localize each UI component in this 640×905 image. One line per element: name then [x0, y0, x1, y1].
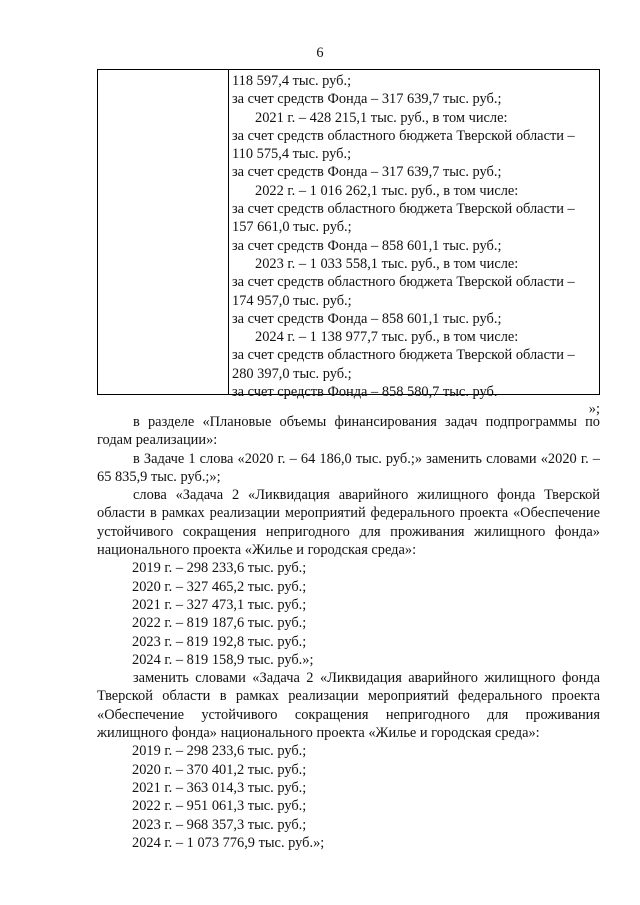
financing-table — [97, 69, 600, 401]
year-line: 2019 г. – 298 233,6 тыс. руб.; — [132, 560, 307, 577]
years-new-list — [97, 742, 600, 852]
year-line: 2021 г. – 363 014,3 тыс. руб.; — [132, 779, 307, 796]
table-line: 157 661,0 тыс. руб.; — [232, 219, 352, 236]
year-line: 2021 г. – 327 473,1 тыс. руб.; — [132, 596, 307, 613]
table-line: за счет средств Фонда – 858 601,1 тыс. руб.; — [232, 310, 502, 327]
paragraph-task1: в Задаче 1 слова «2020 г. – 64 186,0 тыс. руб.;» заменить словами «2020 г. – 65 835,9 тыс. руб.;»; — [97, 450, 600, 485]
table-line: 110 575,4 тыс. руб.; — [232, 146, 352, 163]
table-line: за счет средств Фонда – 858 580,7 тыс. руб. — [232, 384, 498, 401]
document-body — [97, 413, 600, 852]
table-line: за счет средств Фонда – 317 639,7 тыс. руб.; — [232, 91, 502, 108]
table-line: 118 597,4 тыс. руб.; — [232, 73, 352, 89]
year-line: 2022 г. – 819 187,6 тыс. руб.; — [132, 615, 307, 632]
closing-quote: »; — [588, 401, 600, 417]
year-line: 2022 г. – 951 061,3 тыс. руб.; — [132, 798, 307, 815]
year-line: 2020 г. – 370 401,2 тыс. руб.; — [132, 761, 307, 778]
table-line: 2022 г. – 1 016 262,1 тыс. руб., в том числе: — [255, 182, 519, 199]
table-line: за счет средств Фонда – 317 639,7 тыс. руб.; — [232, 164, 502, 181]
years-old-list — [97, 559, 600, 669]
table-line: за счет средств областного бюджета Тверской области – — [232, 347, 575, 364]
year-line: 2019 г. – 298 233,6 тыс. руб.; — [132, 743, 307, 760]
paragraph-task2-old-words: слова «Задача 2 «Ликвидация аварийного жилищного фонда Тверской области в рамках реализации мероприятий федерального проекта «Обеспечение устойчивого сокращения непригодного для проживания жилищного фонда» национального проекта «Жилье и городская среда»: — [97, 487, 600, 559]
table-right-cell — [232, 72, 597, 401]
year-line: 2024 г. – 819 158,9 тыс. руб.»; — [132, 651, 314, 668]
table-line: за счет средств Фонда – 858 601,1 тыс. руб.; — [232, 237, 502, 254]
table-line: за счет средств областного бюджета Тверской области – — [232, 127, 575, 144]
paragraph-section-intro: в разделе «Плановые объемы финансирования задач подпрограммы по годам реализации»: — [97, 414, 600, 449]
year-line: 2020 г. – 327 465,2 тыс. руб.; — [132, 578, 307, 595]
year-line: 2024 г. – 1 073 776,9 тыс. руб.»; — [132, 834, 325, 851]
paragraph-task2-new-words: заменить словами «Задача 2 «Ликвидация аварийного жилищного фонда Тверской области в рамках реализации мероприятий федерального проекта «Обеспечение устойчивого сокращения непригодного для проживания жилищного фонда» национального проекта «Жилье и городская среда»: — [97, 670, 600, 742]
table-line: за счет средств областного бюджета Тверской области – — [232, 201, 575, 218]
table-line: 280 397,0 тыс. руб.; — [232, 365, 352, 382]
table-left-cell — [98, 70, 229, 394]
table-line: 2023 г. – 1 033 558,1 тыс. руб., в том числе: — [255, 255, 519, 272]
table-line: 174 957,0 тыс. руб.; — [232, 292, 352, 309]
year-line: 2023 г. – 819 192,8 тыс. руб.; — [132, 633, 307, 650]
page-number: 6 — [316, 45, 324, 61]
table-line: 2024 г. – 1 138 977,7 тыс. руб., в том числе: — [255, 329, 519, 346]
table-line: за счет средств областного бюджета Тверской области – — [232, 274, 575, 291]
year-line: 2023 г. – 968 357,3 тыс. руб.; — [132, 816, 307, 833]
table-line: 2021 г. – 428 215,1 тыс. руб., в том числе: — [255, 109, 508, 126]
